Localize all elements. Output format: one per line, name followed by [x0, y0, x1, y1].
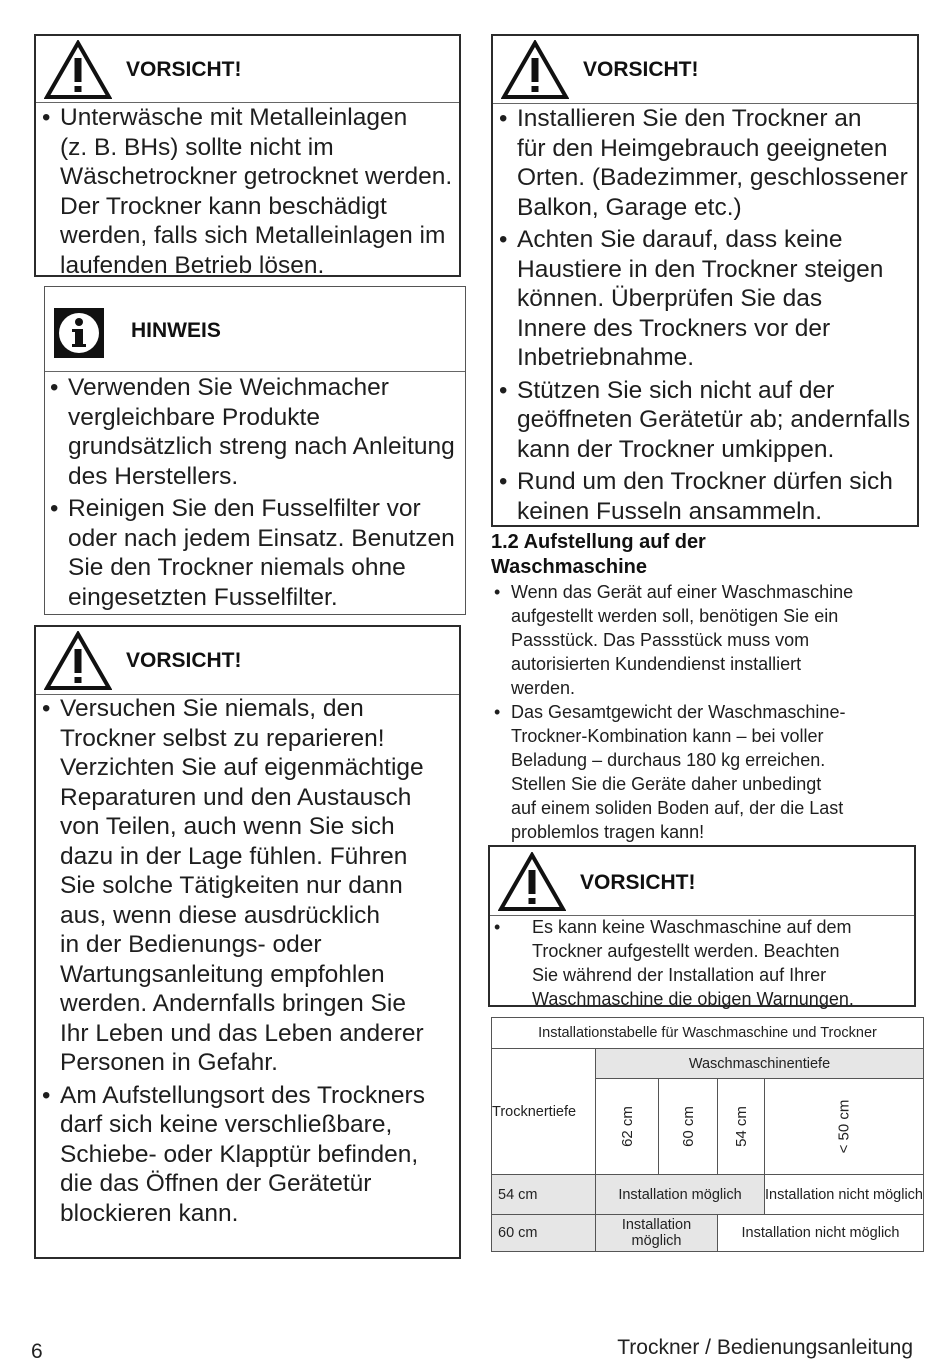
- washer-depth-label: 54 cm: [732, 1106, 750, 1147]
- caution-list: [60, 694, 425, 1228]
- text-line: Orten. (Badezimmer, geschlossener: [517, 164, 908, 191]
- caution-title: VORSICHT!: [583, 58, 699, 81]
- caution-box-header: [490, 847, 914, 916]
- text-line: • Versuchen Sie niemals, den: [60, 695, 364, 722]
- caution-box-header: [36, 627, 459, 695]
- text-line: Sie den Trockner niemals ohne: [68, 554, 406, 581]
- caution-list: [517, 104, 910, 526]
- text-line: • Rund um den Trockner dürfen sich: [517, 468, 893, 495]
- text-line: kann der Trockner umkippen.: [517, 435, 835, 463]
- section-heading-line: 1.2 Aufstellung auf der: [491, 531, 706, 553]
- washer-depth-cell: [596, 1079, 659, 1175]
- caution-list: [532, 915, 854, 1011]
- info-icon: [53, 307, 105, 359]
- text-line: Schiebe- oder Klapptür befinden,: [60, 1140, 419, 1168]
- text-line: aus, wenn diese ausdrücklich: [60, 901, 381, 929]
- washer-depth-label: 60 cm: [679, 1106, 697, 1147]
- text-line: Trockner-Kombination kann – bei voller: [511, 726, 824, 746]
- text-line: die das Öffnen der Gerätetür: [60, 1170, 372, 1197]
- page-number: 6: [31, 1340, 43, 1363]
- dryer-depth-cell: 54 cm: [492, 1175, 596, 1215]
- text-line: eingesetzten Fusselfilter.: [68, 583, 338, 611]
- text-line: • Stützen Sie sich nicht auf der: [517, 376, 835, 404]
- warning-triangle-icon: [501, 40, 569, 100]
- text-line: Haustiere in den Trockner steigen: [517, 255, 884, 283]
- text-line: Wäschetrockner getrocknet werden.: [60, 163, 453, 190]
- text-line: in der Bedienungs- oder: [60, 931, 322, 958]
- text-line: • Achten Sie darauf, dass keine: [517, 226, 843, 253]
- caution-box-3: [491, 34, 919, 527]
- status-cell: Installation nicht möglich: [718, 1215, 924, 1252]
- list-item: [68, 373, 455, 491]
- text-line: für den Heimgebrauch geeigneten: [517, 134, 888, 162]
- list-item: [517, 376, 910, 465]
- text-line: • Reinigen Sie den Fusselfilter vor: [68, 495, 421, 522]
- list-item: [517, 225, 910, 373]
- text-line: Passstück. Das Passstück muss vom: [511, 630, 810, 650]
- text-line: vergleichbare Produkte: [68, 403, 320, 431]
- warning-triangle-icon: [44, 631, 112, 691]
- caution-box-2: [34, 625, 461, 1259]
- text-line: • Verwenden Sie Weichmacher: [68, 374, 389, 401]
- text-line: können. Überprüfen Sie das: [517, 285, 823, 312]
- warning-triangle-icon: [498, 852, 566, 912]
- text-line: Inbetriebnahme.: [517, 344, 695, 371]
- text-line: • Unterwäsche mit Metalleinlagen: [60, 104, 408, 131]
- section-list: [511, 580, 853, 844]
- washer-depth-cell: [765, 1079, 924, 1175]
- text-line: Reparaturen und den Austausch: [60, 783, 412, 811]
- dryer-depth-cell: 60 cm: [492, 1215, 596, 1252]
- installation-table: [491, 1017, 924, 1252]
- text-line: autorisierten Kundendienst installiert: [511, 654, 802, 674]
- washer-depth-cell: [659, 1079, 718, 1175]
- section-heading: [491, 530, 706, 580]
- list-item: [517, 104, 910, 222]
- text-line: Der Trockner kann beschädigt: [60, 192, 387, 220]
- list-item: [517, 467, 910, 526]
- caution-title: VORSICHT!: [580, 871, 696, 894]
- note-box: [44, 286, 466, 615]
- list-item: [532, 915, 854, 1011]
- note-list: [68, 373, 455, 612]
- text-line: oder nach jedem Einsatz. Benutzen: [68, 524, 455, 552]
- text-line: Balkon, Garage etc.): [517, 193, 742, 221]
- text-line: auf einem soliden Boden auf, der die Last: [511, 798, 844, 818]
- footer-title: Trockner / Bedienungsanleitung: [617, 1336, 913, 1359]
- text-line: werden.: [511, 678, 576, 698]
- text-line: Verzichten Sie auf eigenmächtige: [60, 754, 424, 781]
- washer-depth-label: < 50 cm: [835, 1099, 853, 1154]
- text-line: (z. B. BHs) sollte nicht im: [60, 133, 334, 161]
- text-line: blockieren kann.: [60, 1199, 239, 1227]
- text-line: laufenden Betrieb lösen.: [60, 251, 325, 279]
- note-title: HINWEIS: [131, 319, 221, 342]
- caution-box-header: [36, 36, 459, 103]
- text-line: Innere des Trockners vor der: [517, 314, 831, 342]
- text-line: • Das Gesamtgewicht der Waschmaschine-: [511, 702, 846, 722]
- list-item: [60, 694, 425, 1078]
- text-line: werden, falls sich Metalleinlagen im: [60, 222, 446, 249]
- list-item: [60, 103, 452, 280]
- text-line: geöffneten Gerätetür ab; andernfalls: [517, 406, 911, 433]
- text-line: grundsätzlich streng nach Anleitung: [68, 433, 455, 460]
- status-cell: Installation möglich: [596, 1215, 718, 1252]
- caution-title: VORSICHT!: [126, 58, 242, 81]
- text-line: des Herstellers.: [68, 462, 239, 490]
- status-cell: Installation nicht möglich: [765, 1175, 924, 1215]
- text-line: • Am Aufstellungsort des Trockners: [60, 1081, 425, 1109]
- text-line: Trockner aufgestellt werden. Beachten: [532, 941, 840, 961]
- text-line: Sie während der Installation auf Ihrer: [532, 965, 827, 985]
- washer-depth-cell: [718, 1079, 765, 1175]
- text-line: von Teilen, auch wenn Sie sich: [60, 813, 395, 840]
- warning-triangle-icon: [44, 40, 112, 100]
- text-line: werden. Andernfalls bringen Sie: [60, 990, 406, 1017]
- text-line: • Installieren Sie den Trockner an: [517, 105, 862, 132]
- section-heading-line: Waschmaschine: [491, 556, 647, 578]
- text-line: • Wenn das Gerät auf einer Waschmaschine: [511, 582, 854, 602]
- text-line: Sie solche Tätigkeiten nur dann: [60, 872, 403, 899]
- caution-list: [60, 103, 452, 280]
- text-line: Stellen Sie die Geräte daher unbedingt: [511, 774, 822, 794]
- dryer-depth-header: Trocknertiefe: [492, 1049, 596, 1175]
- text-line: keinen Fusseln ansammeln.: [517, 497, 823, 525]
- text-line: Waschmaschine die obigen Warnungen.: [532, 989, 854, 1009]
- caution-title: VORSICHT!: [126, 649, 242, 672]
- caution-box-header: [493, 36, 917, 104]
- text-line: problemlos tragen kann!: [511, 822, 705, 842]
- text-line: darf sich keine verschließbare,: [60, 1111, 393, 1138]
- text-line: Ihr Leben und das Leben anderer: [60, 1019, 424, 1047]
- text-line: dazu in der Lage fühlen. Führen: [60, 842, 408, 870]
- note-box-header: [45, 287, 465, 372]
- text-line: Trockner selbst zu reparieren!: [60, 724, 385, 752]
- status-cell: Installation möglich: [596, 1175, 765, 1215]
- list-item: [511, 580, 853, 700]
- list-item: [60, 1081, 425, 1229]
- text-line: Personen in Gefahr.: [60, 1049, 278, 1076]
- text-line: Beladung – durchaus 180 kg erreichen.: [511, 750, 826, 770]
- list-item: [68, 494, 455, 612]
- text-line: • Es kann keine Waschmaschine auf dem: [532, 917, 852, 937]
- table-title: Installationstabelle für Waschmaschine und Trockner: [492, 1018, 924, 1049]
- caution-box-4: [488, 845, 916, 1007]
- text-line: Wartungsanleitung empfohlen: [60, 960, 385, 988]
- list-item: [511, 700, 853, 844]
- caution-box-1: [34, 34, 461, 277]
- text-line: aufgestellt werden soll, benötigen Sie ein: [511, 606, 839, 626]
- washer-depth-header: Waschmaschinentiefe: [596, 1049, 924, 1079]
- washer-depth-label: 62 cm: [618, 1106, 636, 1147]
